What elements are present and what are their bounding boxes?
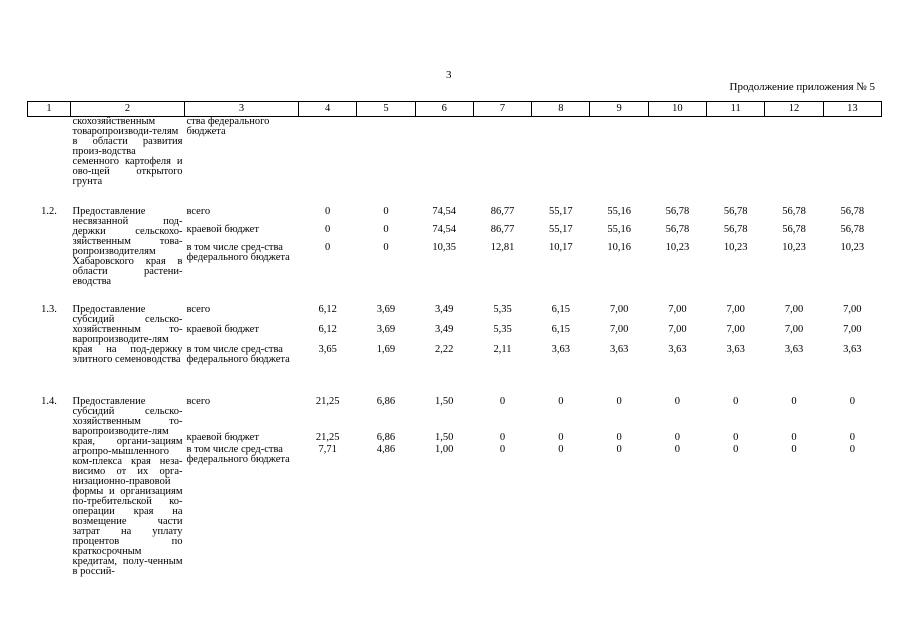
value: 6,12 — [318, 324, 337, 335]
value: 2,22 — [435, 344, 454, 355]
value: 3,63 — [551, 344, 571, 355]
value-cell — [590, 293, 648, 385]
funding-source-cell — [185, 293, 299, 385]
value: 3,63 — [726, 344, 745, 355]
funding-source-label: всего — [186, 396, 211, 407]
funding-source-label: краевой бюджет — [186, 432, 259, 443]
row-number: 1.2. — [41, 206, 57, 217]
value-cell — [590, 117, 648, 188]
value-cell — [532, 293, 590, 385]
value — [650, 117, 704, 133]
row-description: скохозяйственным товаропроизводи-телям в области развития произ-водства семенного картофеля и ово-щей открытого грунта — [72, 116, 183, 187]
value: 0 — [558, 432, 564, 443]
value: 7,00 — [784, 304, 804, 315]
value-cell — [590, 187, 648, 293]
value: 55,17 — [549, 224, 573, 235]
funding-source-label: краевой бюджет — [186, 224, 259, 235]
value: 0 — [616, 444, 622, 455]
value-cell — [357, 293, 415, 385]
value: 0 — [499, 396, 506, 407]
value-cell — [473, 187, 531, 293]
value: 3,63 — [784, 344, 804, 355]
value: 0 — [849, 432, 855, 443]
value: 6,15 — [551, 324, 571, 335]
value: 0 — [499, 444, 506, 455]
value-cell — [532, 187, 590, 293]
value: 56,78 — [782, 206, 806, 217]
value-cell — [357, 187, 415, 293]
value: 0 — [733, 444, 739, 455]
value: 21,25 — [315, 396, 340, 407]
value: 6,12 — [318, 304, 337, 315]
value: 0 — [499, 432, 506, 443]
funding-source-label: в том числе сред-ства федерального бюджета — [186, 344, 290, 365]
value — [359, 117, 413, 133]
value-cell — [823, 117, 881, 188]
value-cell — [823, 187, 881, 293]
value: 55,16 — [607, 224, 631, 235]
value-cell — [707, 187, 765, 293]
value: 7,00 — [784, 324, 804, 335]
value-cell — [765, 187, 823, 293]
value: 3,49 — [435, 304, 454, 315]
row-description: Предоставление несвязанной под-держки сельскохо-зяйственным това-ропроизводителям Хабаровского края в области растени-еводства — [72, 206, 183, 287]
value — [592, 117, 646, 133]
value: 3,63 — [668, 344, 687, 355]
header-cell: 4 — [299, 102, 357, 117]
value: 86,77 — [490, 224, 515, 235]
value-cell — [532, 117, 590, 188]
value: 10,23 — [665, 242, 690, 253]
value: 0 — [383, 224, 389, 235]
value: 0 — [325, 224, 331, 235]
table-row — [28, 117, 882, 188]
value-cell — [299, 187, 357, 293]
value: 7,00 — [843, 324, 862, 335]
value: 0 — [674, 444, 681, 455]
value: 10,23 — [723, 242, 748, 253]
funding-source-label: краевой бюджет — [186, 324, 259, 335]
value: 0 — [325, 242, 331, 253]
value: 0 — [383, 242, 389, 253]
value: 0 — [791, 396, 797, 407]
value — [709, 117, 763, 133]
value: 0 — [791, 432, 797, 443]
value: 7,71 — [318, 444, 337, 455]
value: 0 — [558, 444, 564, 455]
value: 2,11 — [493, 344, 512, 355]
header-cell: 7 — [473, 102, 531, 117]
value-cell — [765, 117, 823, 188]
header-row — [28, 102, 882, 117]
funding-source-label: в том числе сред-ства федерального бюджета — [186, 242, 290, 263]
header-cell: 12 — [765, 102, 823, 117]
header-cell: 10 — [648, 102, 706, 117]
value-cell — [765, 385, 823, 595]
value: 7,00 — [609, 324, 629, 335]
value: 0 — [558, 396, 564, 407]
value-cell — [707, 117, 765, 188]
value: 7,00 — [726, 304, 745, 315]
value: 1,50 — [435, 396, 454, 407]
value: 56,78 — [782, 224, 806, 235]
value: 10,17 — [549, 242, 573, 253]
header-cell: 6 — [415, 102, 473, 117]
value-cell — [648, 117, 706, 188]
value-cell — [357, 117, 415, 188]
row-description: Предоставление субсидий сельско-хозяйственным то-варопроизводите-лям края на под-держку элитного семеноводства — [72, 304, 183, 365]
page-number: 3 — [446, 69, 452, 81]
funding-source-cell — [185, 117, 299, 188]
funding-source-label: всего — [186, 206, 211, 217]
value: 0 — [674, 432, 681, 443]
value-cell — [473, 117, 531, 188]
value-cell — [765, 293, 823, 385]
value — [417, 117, 471, 133]
value-cell — [415, 187, 473, 293]
value-cell — [823, 385, 881, 595]
value: 56,78 — [665, 224, 690, 235]
value: 7,00 — [668, 324, 687, 335]
data-table — [27, 101, 882, 595]
value: 0 — [733, 396, 739, 407]
header-cell: 1 — [28, 102, 71, 117]
value: 55,16 — [607, 206, 631, 217]
value: 0 — [849, 444, 855, 455]
header-cell: 3 — [185, 102, 299, 117]
value — [767, 117, 821, 133]
value-cell — [415, 117, 473, 188]
value: 74,54 — [432, 206, 457, 217]
value: 21,25 — [315, 432, 340, 443]
value: 5,35 — [493, 304, 512, 315]
value — [534, 117, 588, 133]
value: 74,54 — [432, 224, 457, 235]
value-cell — [707, 293, 765, 385]
value: 10,35 — [432, 242, 457, 253]
value: 6,86 — [376, 432, 396, 443]
value: 0 — [383, 206, 389, 217]
row-number: 1.4. — [41, 396, 57, 407]
header-cell: 2 — [71, 102, 185, 117]
continuation-label: Продолжение приложения № 5 — [729, 81, 875, 93]
value-cell — [707, 385, 765, 595]
value-cell — [532, 385, 590, 595]
value: 0 — [616, 396, 622, 407]
value: 5,35 — [493, 324, 512, 335]
value: 56,78 — [840, 206, 865, 217]
value-cell — [299, 293, 357, 385]
value: 3,69 — [376, 324, 396, 335]
value-cell — [415, 385, 473, 595]
value: 7,00 — [843, 304, 862, 315]
value: 10,23 — [782, 242, 806, 253]
row-description: Предоставление субсидий сельско-хозяйственным то-варопроизводите-лям края, органи-зациям агропро-мышленного ком-плекса края неза-висимо от их орга-низационно-правовой формы и организациям по-требительской ко-операции края на возмещение части затрат на уплату процентов по краткосрочным кредитам, полу-ченным в россий- — [72, 396, 183, 577]
value-cell — [590, 385, 648, 595]
value — [301, 117, 355, 133]
value: 3,63 — [609, 344, 629, 355]
value: 0 — [733, 432, 739, 443]
value: 55,17 — [549, 206, 573, 217]
value-cell — [648, 187, 706, 293]
value: 0 — [616, 432, 622, 443]
value: 1,50 — [435, 432, 454, 443]
header-cell: 8 — [532, 102, 590, 117]
value: 3,65 — [318, 344, 337, 355]
value: 1,69 — [376, 344, 396, 355]
value: 0 — [791, 444, 797, 455]
value-cell — [357, 385, 415, 595]
value — [475, 117, 529, 133]
funding-source-cell — [185, 385, 299, 595]
value: 7,00 — [609, 304, 629, 315]
value — [825, 117, 879, 133]
value: 56,78 — [723, 206, 748, 217]
value-cell — [299, 117, 357, 188]
value: 3,49 — [435, 324, 454, 335]
funding-source-label: ства федерального бюджета — [186, 116, 270, 137]
value: 4,86 — [376, 444, 396, 455]
value-cell — [648, 293, 706, 385]
value: 56,78 — [665, 206, 690, 217]
value-cell — [473, 385, 531, 595]
value: 3,63 — [843, 344, 862, 355]
value: 6,15 — [551, 304, 571, 315]
table-row — [28, 385, 882, 595]
header-cell: 11 — [707, 102, 765, 117]
table-row — [28, 293, 882, 385]
value: 1,00 — [435, 444, 454, 455]
value: 56,78 — [723, 224, 748, 235]
header-cell: 9 — [590, 102, 648, 117]
row-number — [28, 117, 71, 188]
header-cell: 5 — [357, 102, 415, 117]
funding-source-label: в том числе сред-ства федерального бюджета — [186, 444, 290, 465]
value: 56,78 — [840, 224, 865, 235]
value: 6,86 — [376, 396, 396, 407]
value: 0 — [674, 396, 681, 407]
table-row — [28, 187, 882, 293]
row-number: 1.3. — [41, 304, 57, 315]
value: 10,23 — [840, 242, 865, 253]
value: 86,77 — [490, 206, 515, 217]
value-cell — [648, 385, 706, 595]
value: 7,00 — [668, 304, 687, 315]
value: 10,16 — [607, 242, 631, 253]
value-cell — [415, 293, 473, 385]
value: 3,69 — [376, 304, 396, 315]
value-cell — [823, 293, 881, 385]
value: 0 — [325, 206, 331, 217]
header-cell: 13 — [823, 102, 881, 117]
value: 0 — [849, 396, 855, 407]
value-cell — [299, 385, 357, 595]
value: 12,81 — [490, 242, 515, 253]
funding-source-cell — [185, 187, 299, 293]
value-cell — [473, 293, 531, 385]
funding-source-label: всего — [186, 304, 211, 315]
value: 7,00 — [726, 324, 745, 335]
